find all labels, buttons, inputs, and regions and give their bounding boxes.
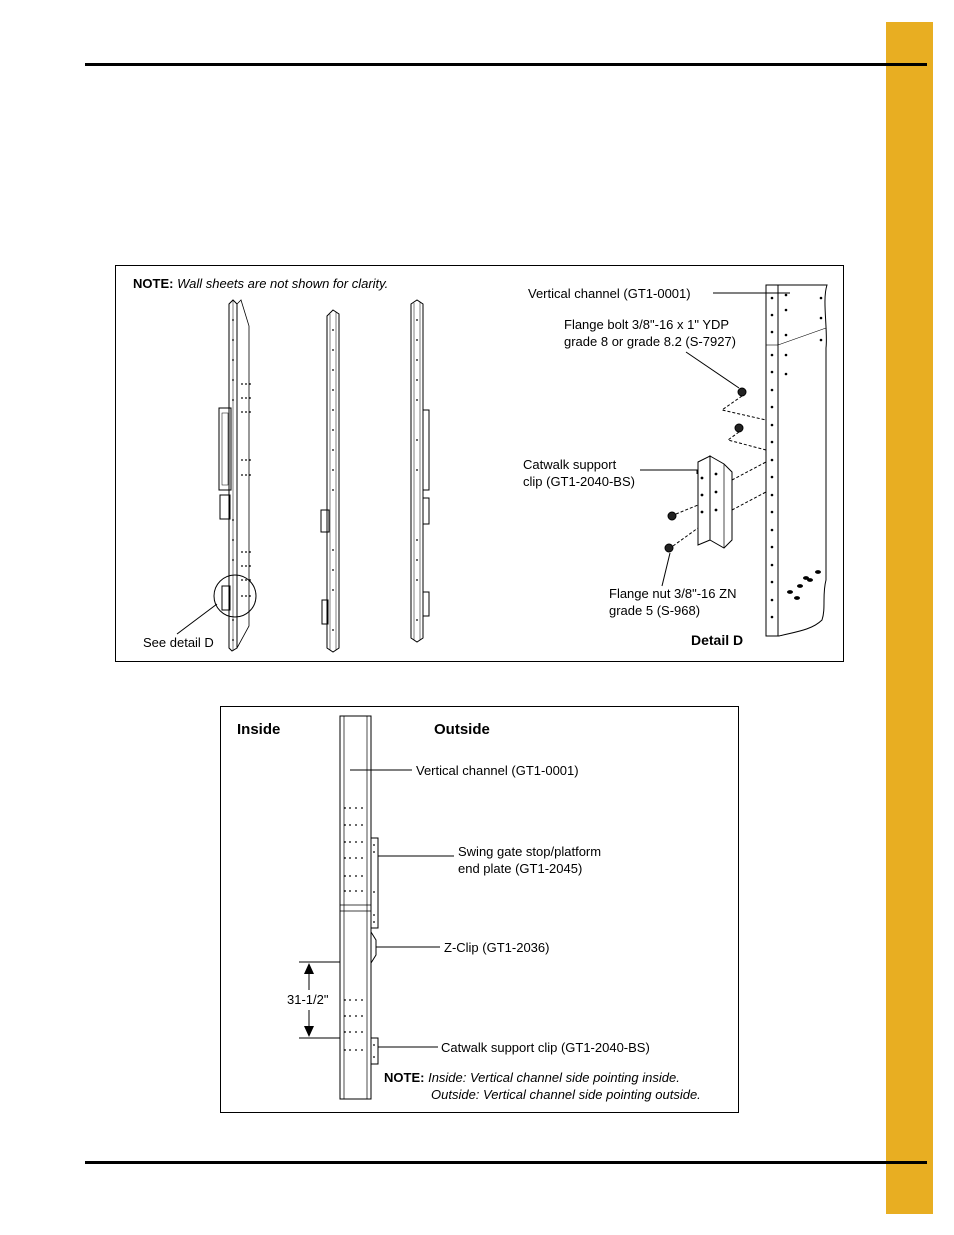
- note-line-1: Inside: Vertical channel side pointing inside.: [428, 1070, 680, 1085]
- note-text: Wall sheets are not shown for clarity.: [177, 276, 389, 291]
- detail-d-title: Detail D: [691, 632, 744, 648]
- note-label: NOTE:: [133, 276, 174, 291]
- z-clip-label: Z-Clip (GT1-2036): [444, 940, 550, 955]
- inside-heading: Inside: [237, 721, 281, 738]
- flange-bolt-label-line1: Flange bolt 3/8"-16 x 1" YDP: [564, 317, 730, 332]
- flange-nut-label-line1: Flange nut 3/8"-16 ZN: [609, 586, 737, 601]
- channel-view-3: [411, 300, 429, 642]
- note-inside-outside: [384, 1069, 680, 1086]
- note-label-2: NOTE:: [384, 1070, 425, 1085]
- catwalk-clip-label-line1: Catwalk support: [523, 457, 617, 472]
- flange-nut-label-line2: grade 5 (S-968): [609, 603, 701, 618]
- swing-gate-label-line1: Swing gate stop/platform: [458, 844, 602, 859]
- note-wall-sheets: [133, 275, 388, 292]
- channel-view-2: [321, 310, 339, 652]
- flange-bolt-label-line2: grade 8 or grade 8.2 (S-7927): [564, 334, 736, 349]
- vertical-channel-label: Vertical channel (GT1-0001): [528, 286, 691, 301]
- note-line-2: Outside: Vertical channel side pointing outside.: [431, 1087, 701, 1102]
- outside-heading: Outside: [434, 721, 490, 738]
- channel-view-1: [177, 300, 256, 651]
- see-detail-label: See detail D: [143, 635, 214, 650]
- vertical-channel-label-2: Vertical channel (GT1-0001): [416, 763, 579, 778]
- catwalk-clip-label-2: Catwalk support clip (GT1-2040-BS): [441, 1040, 650, 1055]
- dimension-label: 31-1/2": [287, 992, 329, 1007]
- swing-gate-label-line2: end plate (GT1-2045): [458, 861, 583, 876]
- catwalk-clip-label-line2: clip (GT1-2040-BS): [523, 474, 635, 489]
